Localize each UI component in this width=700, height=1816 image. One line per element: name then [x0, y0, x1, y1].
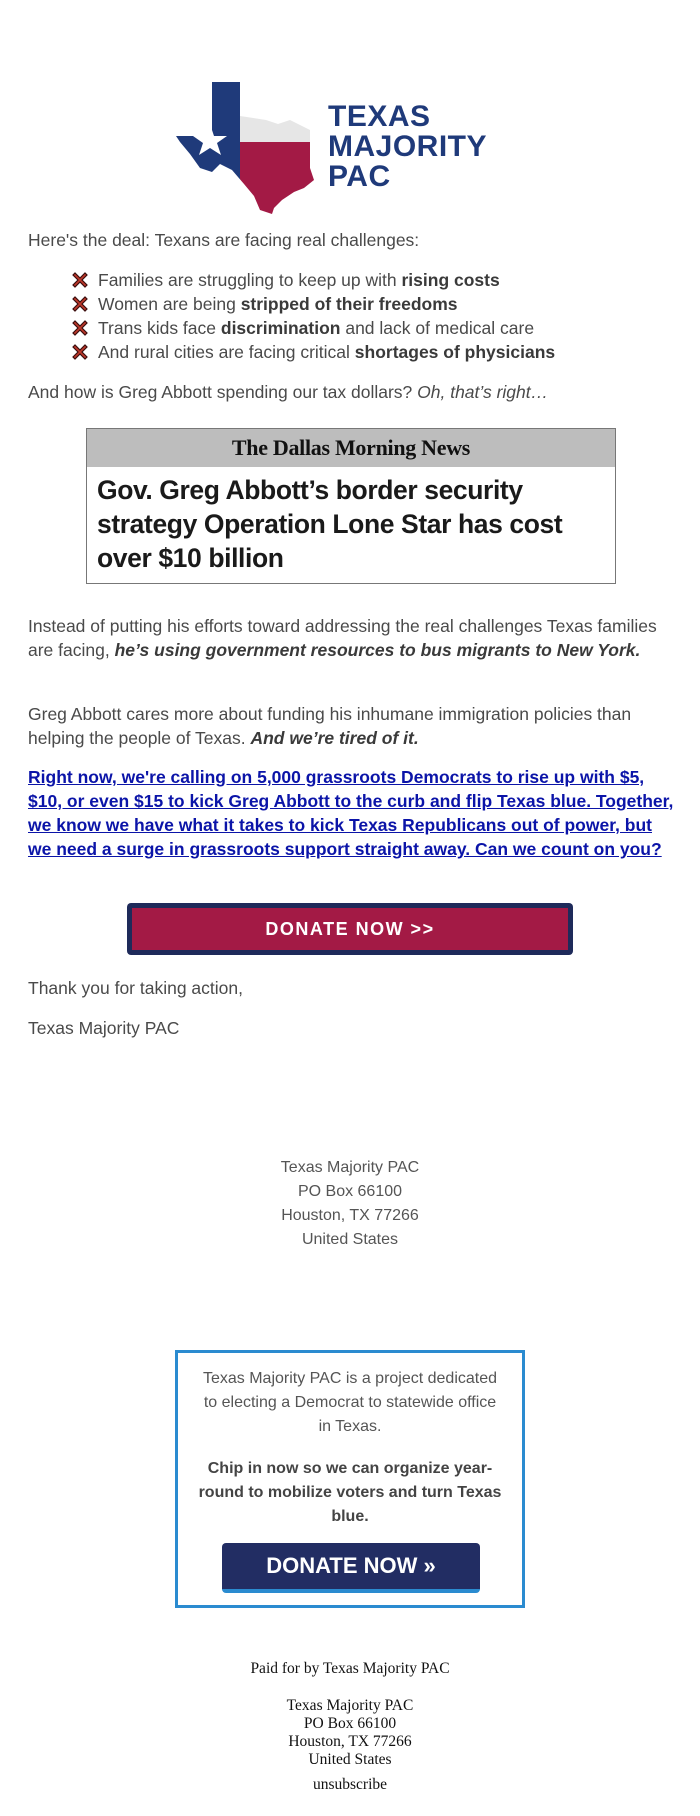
unsubscribe-link[interactable]: unsubscribe	[312, 1776, 388, 1793]
challenges-list	[70, 268, 670, 364]
news-clipping	[86, 428, 616, 584]
bullet-text: Families are struggling to keep up with	[98, 269, 402, 290]
bullet-text: Women are being	[98, 293, 241, 314]
logo-wordmark	[328, 102, 487, 192]
paragraph-1-emphasis: he’s using government resources to bus migrants to New York.	[114, 640, 641, 660]
address-line: PO Box 66100	[297, 1183, 403, 1200]
question-italic: Oh, that’s right…	[417, 382, 549, 402]
bullet-text: Trans kids face	[98, 317, 221, 338]
news-headline: Gov. Greg Abbott’s border security strategy Operation Lone Star has cost over $10 billion	[97, 475, 563, 573]
info-box	[175, 1350, 525, 1608]
list-item	[70, 268, 670, 292]
donate-now-button[interactable]	[127, 903, 573, 955]
bullet-text-end: and lack of medical care	[340, 317, 535, 338]
bullet-bold: discrimination	[220, 317, 341, 338]
red-x-icon	[70, 318, 90, 338]
bullet-bold: rising costs	[401, 269, 500, 290]
thanks-text: Thank you for taking action,	[28, 978, 243, 998]
list-item	[70, 292, 670, 316]
address-line: Texas Majority PAC	[280, 1159, 420, 1176]
paragraph-2	[28, 702, 668, 750]
texas-majority-pac-logo	[174, 80, 526, 214]
question-text	[28, 380, 668, 404]
mailing-address	[0, 1156, 700, 1252]
red-x-icon	[70, 270, 90, 290]
texas-flag-map-icon	[174, 80, 324, 214]
info-box-bold-text: Chip in now so we can organize year-round to mobilize voters and turn Texas blue.	[198, 1460, 502, 1525]
logo-line-3: PAC	[328, 160, 391, 193]
paid-for-text: Paid for by Texas Majority PAC	[250, 1660, 450, 1677]
footer-address-line: United States	[308, 1751, 392, 1768]
paragraph-1	[28, 614, 668, 662]
footer-address-line: Houston, TX 77266	[288, 1733, 412, 1750]
bullet-bold: shortages of physicians	[354, 341, 556, 362]
donate-now-label: DONATE NOW >>	[132, 908, 568, 950]
signature-text: Texas Majority PAC	[28, 1018, 180, 1038]
donate-now-button-2[interactable]: DONATE NOW »	[222, 1543, 480, 1593]
logo-line-2: MAJORITY	[328, 130, 488, 163]
intro-text: Here's the deal: Texans are facing real challenges:	[28, 230, 420, 250]
paragraph-1-text: Instead of putting his efforts toward addressing the real challenges Texas families are facing,	[28, 616, 657, 660]
address-line: Houston, TX 77266	[281, 1207, 419, 1224]
footer-address-line: PO Box 66100	[303, 1715, 397, 1732]
footer-address-line: Texas Majority PAC	[286, 1697, 414, 1714]
paragraph-2-emphasis: And we’re tired of it.	[250, 728, 419, 748]
call-to-action-link[interactable]: Right now, we're calling on 5,000 grassroots Democrats to rise up with $5, $10, or even $15 to kick Greg Abbott to the curb and flip Texas blue. Together, we know we have what it takes to kick Texas Republicans out of power, but we need a surge in grassroots support straight away. Can we count on you?	[28, 767, 674, 859]
address-line: United States	[301, 1231, 399, 1248]
red-x-icon	[70, 294, 90, 314]
footer-address	[0, 1697, 700, 1769]
list-item	[70, 316, 670, 340]
bullet-text: And rural cities are facing critical	[98, 341, 355, 362]
bullet-bold: stripped of their freedoms	[240, 293, 458, 314]
question-main: And how is Greg Abbott spending our tax dollars?	[28, 382, 418, 402]
paragraph-2-text: Greg Abbott cares more about funding his inhumane immigration policies than helping the people of Texas.	[28, 704, 632, 748]
list-item	[70, 340, 670, 364]
logo-line-1: TEXAS	[328, 100, 431, 133]
red-x-icon	[70, 342, 90, 362]
news-masthead: The Dallas Morning News	[87, 429, 615, 467]
info-box-text: Texas Majority PAC is a project dedicated to electing a Democrat to statewide office in Texas.	[202, 1370, 498, 1435]
